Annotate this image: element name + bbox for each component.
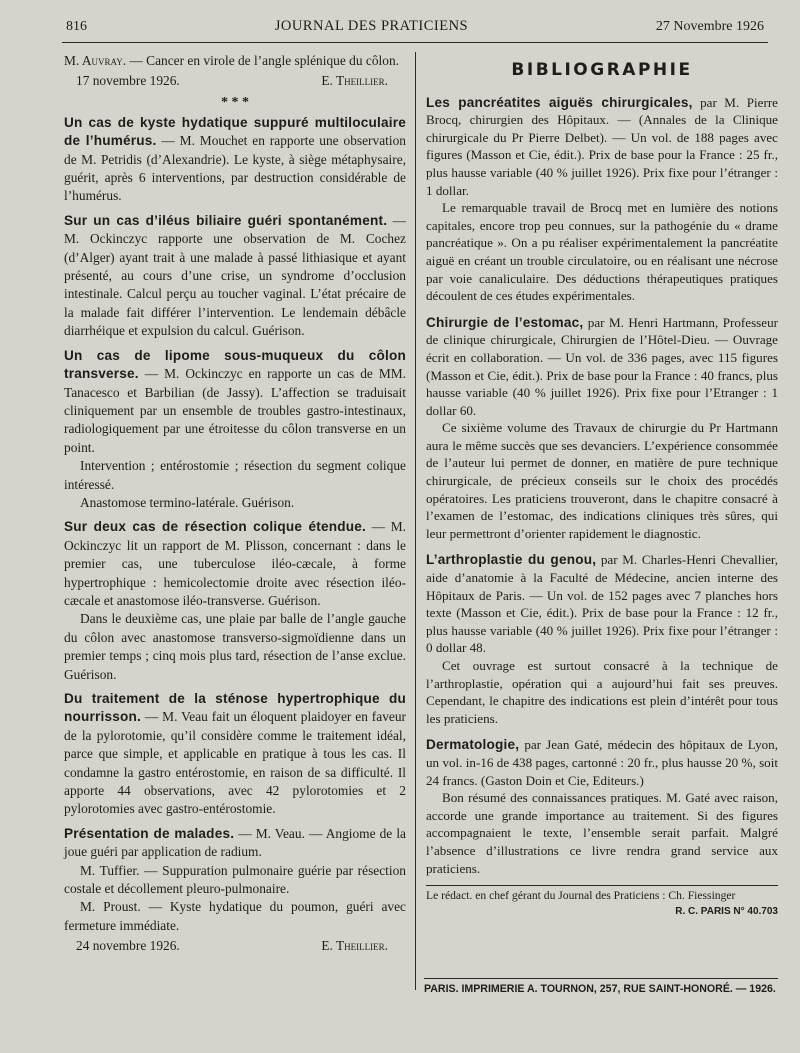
article-paragraph: M. Tuffier. — Suppuration pulmonaire guérie par résection costale et décollement pleuro-pulmonaire.	[64, 862, 406, 897]
book-details: par M. Charles-Henri Chevallier, aide d’anatomie à la Faculté de Médecine, ancien interne des Hôpitaux de Paris. — Un vol. de 152 pages avec 7 planches hors texte (Masson et Cie, édit.). Prix de base pour la France : 12 fr., plus hausse variable (40 % juillet 1926). Prix fixe pour l’étranger : 0 dollar 48.	[426, 552, 779, 656]
article-resection	[64, 518, 406, 610]
signature-author: E. Theillier.	[321, 73, 388, 89]
article-stenose	[64, 690, 406, 819]
signature-2	[64, 937, 406, 955]
book-entry	[426, 551, 778, 657]
book-title: Les pancréatites aiguës chirurgicales,	[426, 94, 693, 110]
book-review: Le remarquable travail de Brocq met en lumière des notions capitales, encore trop peu connues, sur la pathogénie du « drame pancréatique ». On a pu réaliser expérimentalement la pancréatite aiguë en créant un trouble circulatoire, ou en réalisant une nécrose par voie canaliculaire. Des déductions thérapeutiques pratiques découlent de ces études expérimentales.	[426, 200, 778, 304]
page-header	[66, 18, 764, 42]
article-title: Un cas de lipome sous-muqueux du côlon transverse.	[64, 347, 406, 382]
journal-title: JOURNAL DES PRATICIENS	[274, 18, 469, 34]
header-rule	[62, 42, 768, 43]
book-review: Cet ouvrage est surtout consacré à la technique de l’arthroplastie, opération qui a aujourd’hui fait ses preuves. Cependant, le chapitre des indications est plein d’intérêt pour tous les praticiens.	[426, 658, 778, 726]
book-entry	[426, 94, 778, 200]
article-text: — M. Ockinczyc rapporte une observation de M. Cochez (d’Alger) ayant trait à une malade à passé lithiasique et ayant présenté, au cours d’une crise, un syndrome d’occlusion intestinale. Calcul perçu au toucher vaginal. L’état précaire de la malade fait différer l’intervention. Le lendemain débâcle diarrhéique et expulsion du calcul. Guérison.	[64, 212, 406, 339]
signature-date: 17 novembre 1926.	[76, 73, 180, 89]
article-title: Un cas de kyste hydatique suppuré multiloculaire de l’humérus.	[64, 114, 406, 149]
issue-date: 27 Novembre 1926	[655, 19, 764, 34]
article-text: — M. Ockinczyc en rapporte un cas de MM. Tanacesco et Barbilian (de Jassy). L’affection se traduisait cliniquement par un ensemble de troubles gastro-intestinaux, radiologiquement par une étroitesse du côlon transverse en un point.	[64, 366, 406, 455]
book-details: par M. Henri Hartmann, Professeur de clinique chirurgicale, Chirurgien de l’Hôtel-Dieu. — Ouvrage écrit en collaboration. — Un vol. de 336 pages, avec 115 figures (Masson et Cie, édit.). Prix de base pour la France : 40 francs, plus hausse variable (40 % juillet 1926). Prix fixe pour l’Etranger : 1 dollar 60.	[426, 314, 778, 418]
section-heading: BIBLIOGRAPHIE	[511, 60, 693, 80]
article-title: Sur deux cas de résection colique étendue.	[64, 519, 366, 535]
article-text: — M. Veau fait un éloquent plaidoyer en faveur de la pylorotomie, qu’il considère comme le traitement idéal, parce que simple, et applicable en pratique à tous les cas. Il condamne la gastro entérostomie, en raison de sa difficulté. Il apporte 44 observations, avec 42 pylorotomies et 2 pylorotomies avec gastro-entérostomie.	[64, 709, 406, 817]
intro-paragraph	[64, 52, 406, 70]
article-paragraph: Intervention ; entérostomie ; résection du segment colique intéressé.	[64, 458, 406, 492]
redaction-registry: R. C. PARIS N° 40.703	[675, 906, 778, 918]
book-review: Ce sixième volume des Travaux de chirurgie du Pr Hartmann aura le même succès que ses devanciers. L’expérience consommée de l’auteur lui permet de donner, en matière de pure technique chirurgicale, de précieux conseils sur le choix des procédés opératoires. Les praticiens trouveront, dans le chapitre consacré à l’examen de l’estomac, des indications cliniques très sûres, qui leur permettront d’orienter rapidement le diagnostic.	[426, 420, 778, 541]
article-title: Présentation de malades.	[64, 825, 235, 841]
article-text: — M. Mouchet en rapporte une observation de M. Petridis (d’Alexandrie). Le kyste, à siège métaphysaire, guérit, après 6 interventions, par destruction considérable de l’humérus.	[64, 133, 406, 204]
book-entry	[426, 736, 778, 789]
book-review: Bon résumé des connaissances pratiques. M. Gaté avec raison, accorde une grande importance au traitement. Si des figures accompagnaient le texte, l’ensemble serait parfait. Malgré l’absence d’illustrations ce livre rendra grand service aux praticiens.	[426, 790, 778, 876]
column-divider	[415, 52, 416, 990]
article-title: Sur un cas d’iléus biliaire guéri spontanément.	[64, 212, 388, 228]
book-details: par Jean Gaté, médecin des hôpitaux de Lyon, un vol. in-16 de 438 pages, cartonné : 20 fr., plus hausse 20 %, soit 24 francs. (Gaston Doin et Cie, Editeurs.)	[426, 737, 778, 788]
signature-author: E. Theillier.	[321, 938, 388, 954]
left-column	[64, 52, 406, 956]
article-paragraph: Dans le deuxième cas, une plaie par balle de l’angle gauche du côlon avec anastomose transverso-sigmoïdienne dans un premier temps ; cinq mois plus tard, résection de l’anse exclue. Guérison.	[64, 611, 406, 682]
article-lipome	[64, 347, 406, 457]
article-title: Du traitement de la sténose hypertrophique du nourrisson.	[64, 691, 406, 725]
book-entry	[426, 314, 778, 420]
article-paragraph: M. Proust. — Kyste hydatique du poumon, guéri avec fermeture immédiate.	[64, 899, 406, 933]
article-text: — M. Veau. — Angiome de la joue guéri par application de radium.	[64, 825, 406, 860]
page-number: 816	[66, 19, 87, 34]
signature-1	[64, 72, 406, 90]
article-presentation	[64, 825, 406, 862]
article-kyste	[64, 114, 406, 206]
article-text: — M. Ockinczyc lit un rapport de M. Plisson, concernant : dans le premier cas, une tuberculose iléo-cæcale, à forme hypertrophique : hemicolectomie droite avec résection iléo-cæcale et anastomose iléo-transverse. Guérison.	[64, 519, 406, 608]
book-details: par M. Pierre Brocq, chirurgien des Hôpitaux. — (Annales de la Clinique chirurgicale du Pr Pierre Delbet). — Un vol. de 188 pages avec figures (Masson et Cie, édit.). Prix de base pour la France : 25 fr., plus hausse variable (40 % juillet 1926). Prix fixe pour l’étranger : 1 dollar.	[426, 94, 778, 198]
book-title: Chirurgie de l’estomac,	[426, 314, 584, 330]
asterism: * * *	[221, 94, 249, 110]
signature-date: 24 novembre 1926.	[76, 938, 180, 954]
article-paragraph: Anastomose termino-latérale. Guérison.	[80, 494, 295, 510]
intro-author: M. Auvray.	[64, 53, 127, 68]
book-title: Dermatologie,	[426, 737, 520, 753]
redaction-credit: Le rédact. en chef gérant du Journal des Praticiens : Ch. Fiessinger	[426, 889, 736, 903]
right-column	[426, 58, 778, 921]
printer-imprint: PARIS. IMPRIMERIE A. TOURNON, 257, RUE SAINT-HONORÉ. — 1926.	[424, 978, 778, 995]
intro-text: — Cancer en virole de l’angle splénique du côlon.	[126, 53, 399, 68]
article-ileus	[64, 212, 406, 341]
book-title: L’arthroplastie du genou,	[426, 552, 597, 568]
